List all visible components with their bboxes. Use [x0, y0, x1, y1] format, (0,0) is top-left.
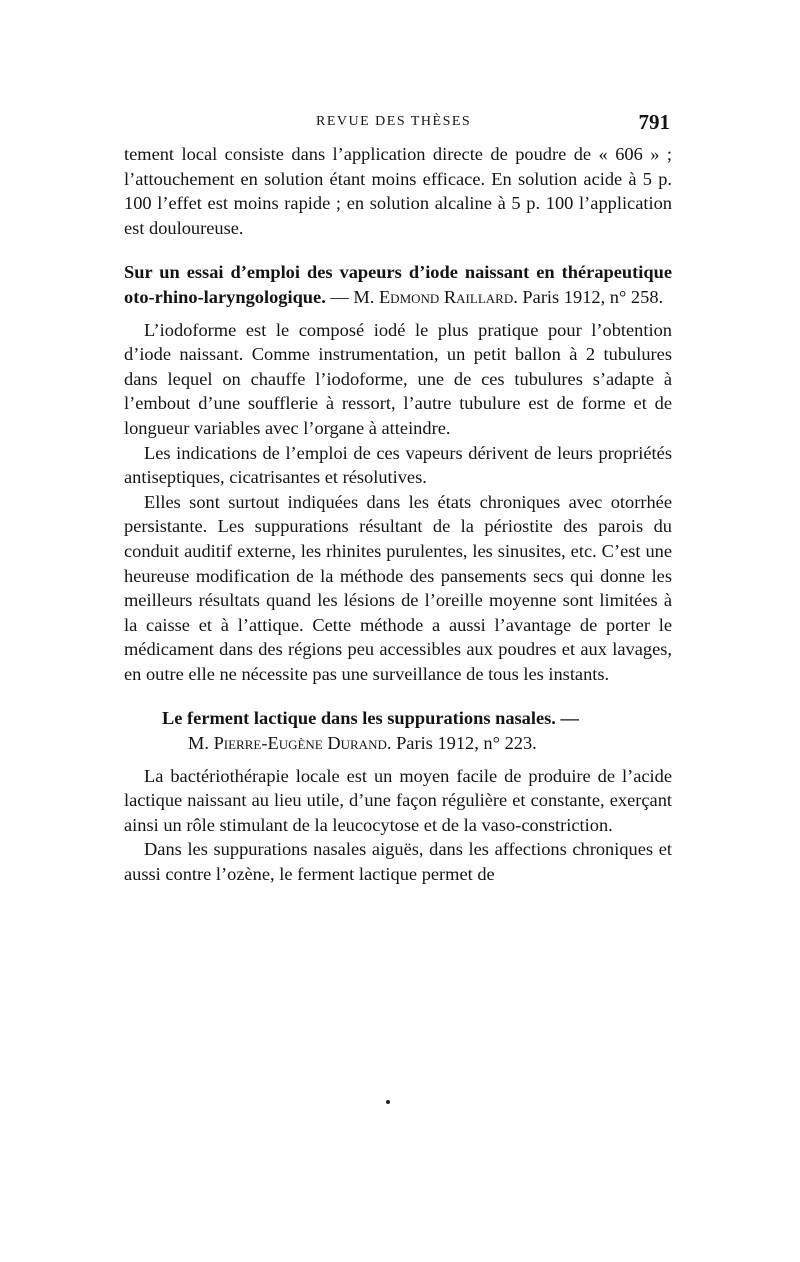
- article-2-paragraph-2: Dans les suppurations nasales aiguës, dans les affections chroniques et aussi contre l’ozène, le ferment lactique permet de: [124, 839, 672, 885]
- article-1-paragraph-1: L’iodoforme est le composé iodé le plus pratique pour l’obtention d’iode naissant. Comme instrumentation, un petit ballon à 2 tubulures dans lequel on chauffe l’iodoforme, une de ces tubulures s’adapte à l’embout d’une soufflerie à ressort, l’autre tubulure est de forme et de longueur variables avec l’organe à atteindre.: [124, 319, 672, 438]
- article-1-author: Edmond Raillard.: [378, 286, 518, 307]
- article-2-separator: —: [555, 708, 579, 729]
- article-1-heading: [124, 260, 672, 309]
- running-title: REVUE DES THÈSES: [316, 114, 472, 129]
- page-number: 791: [638, 110, 670, 134]
- intro-paragraph: tement local consiste dans l’application directe de poudre de « 606 » ; l’attouchement en solution étant moins efficace. En solution acide à 5 p. 100 l’effet est moins rapide ; en solution alcaline à 5 p. 100 l’application est douloureuse.: [124, 144, 672, 238]
- article-1-separator: —: [325, 286, 354, 307]
- article-1-title: Sur un essai d’emploi des vapeurs d’iode naissant en thérapeutique oto-rhino-laryngologique.: [124, 262, 672, 307]
- article-1-citation: Paris 1912, n° 258.: [522, 286, 664, 307]
- article-1-paragraph-2: Les indications de l’emploi de ces vapeurs dérivent de leurs propriétés antiseptiques, cicatrisantes et résolutives.: [124, 442, 672, 488]
- article-2-author: Pierre-Eugène Durand.: [213, 733, 392, 754]
- article-2-author-prefix: M.: [188, 733, 214, 754]
- page: [124, 112, 672, 887]
- article-1-paragraph-3: Elles sont surtout indiquées dans les états chroniques avec otorrhée persistante. Les suppurations résultant de la périostite des parois du conduit auditif externe, les rhinites purulentes, les sinusites, etc. C’est une heureuse modification de la méthode des pansements secs qui donne les meilleurs résultats quand les lésions de l’oreille moyenne sont limitées à la caisse et à l’attique. Cette méthode a aussi l’avantage de porter le médicament dans des régions peu accessibles aux poudres et aux lavages, en outre elle ne nécessite pas une surveillance de tous les instants.: [124, 491, 672, 684]
- running-header: [124, 112, 672, 142]
- print-speck: [386, 1100, 390, 1104]
- article-1-author-prefix: M.: [353, 286, 379, 307]
- article-2-paragraph-1: La bactériothérapie locale est un moyen facile de produire de l’acide lactique naissant au lieu utile, d’une façon régulière et constante, exerçant ainsi un rôle stimulant de la leucocytose et de la vaso-constriction.: [124, 765, 672, 835]
- article-2-title: Le ferment lactique dans les suppurations nasales.: [162, 708, 556, 729]
- article-2-citation: Paris 1912, n° 223.: [396, 733, 537, 754]
- article-2-heading: [124, 706, 672, 755]
